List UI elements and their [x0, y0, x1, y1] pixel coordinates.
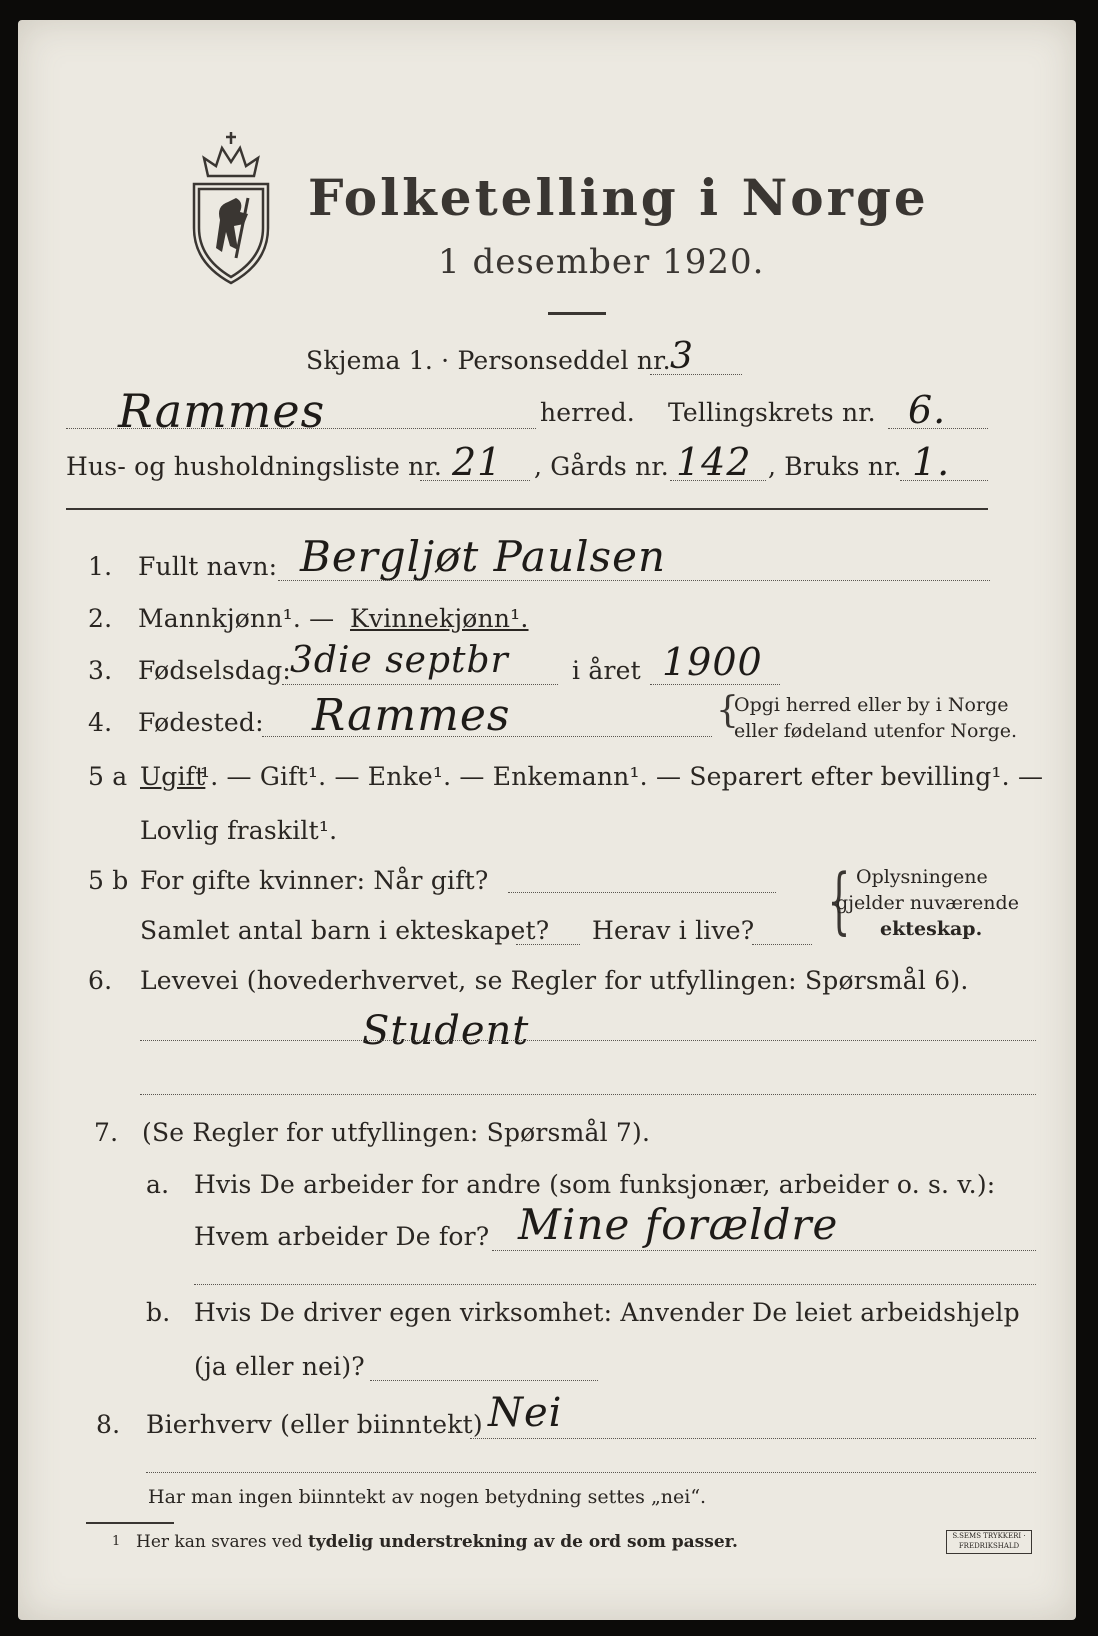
q2-number: 2.: [88, 604, 113, 633]
q4-number: 4.: [88, 708, 113, 737]
q7a-letter: a.: [146, 1170, 170, 1199]
birthday-line: [282, 684, 558, 685]
q6-number: 6.: [88, 966, 113, 995]
bruks-label: , Bruks nr.: [768, 452, 902, 481]
q5a-line2: Lovlig fraskilt¹.: [140, 816, 338, 845]
tellingskrets-label: Tellingskrets nr.: [668, 398, 876, 427]
q5b-brace: {: [827, 858, 851, 942]
q5b-number: 5 b: [88, 866, 129, 895]
q5b-note-1: Oplysningene: [856, 866, 988, 888]
footnote-text-b: tydelig understrekning av de ord som passer.: [307, 1532, 738, 1552]
q7-label: (Se Regler for utfyllingen: Spørsmål 7).: [142, 1118, 651, 1147]
personseddel-line: [650, 374, 742, 375]
q3-number: 3.: [88, 656, 113, 685]
employer-value: Mine forældre: [518, 1200, 839, 1249]
hired-help-line: [370, 1380, 598, 1381]
q5b-note-2: gjelder nuværende: [836, 892, 1019, 914]
schema-label: Skjema 1. · Personseddel nr.: [306, 346, 671, 375]
herred-label: herred.: [540, 398, 635, 427]
q7-number: 7.: [94, 1118, 119, 1147]
header-rule: [66, 508, 988, 510]
footnote-marker: 1: [112, 1534, 121, 1549]
birthday-value: 3die septbr: [290, 640, 509, 681]
q8-label: Bierhverv (eller biinntekt): [146, 1410, 483, 1439]
q8-number: 8.: [96, 1410, 121, 1439]
q7a-employer-label: Hvem arbeider De for?: [194, 1222, 490, 1251]
form-title: Folketelling i Norge: [308, 168, 929, 227]
alive-line: [752, 944, 812, 945]
q1-label: Fullt navn:: [138, 552, 278, 581]
bruks-number: 1.: [912, 440, 951, 484]
q2-female: Kvinnekjønn¹.: [350, 604, 529, 633]
gards-label: , Gårds nr.: [534, 452, 669, 481]
gards-number: 142: [676, 440, 752, 484]
side-income-line: [470, 1438, 1036, 1439]
q5a-options: ¹. — Gift¹. — Enke¹. — Enkemann¹. — Separert efter bevilling¹. —: [200, 762, 1044, 791]
husliste-label: Hus- og husholdningsliste nr.: [66, 452, 443, 481]
tellingskrets-number: 6.: [908, 388, 947, 432]
q3-year-label: i året: [572, 656, 641, 685]
q1-number: 1.: [88, 552, 113, 581]
married-when-line: [508, 892, 776, 893]
children-line: [516, 944, 580, 945]
footnote-text: [136, 1532, 738, 1552]
q5b-note-3: ekteskap.: [880, 918, 983, 940]
employer-line: [492, 1250, 1036, 1251]
q5a-number: 5 a: [88, 762, 128, 791]
birthyear-line: [650, 684, 780, 685]
personseddel-number: 3: [670, 336, 694, 377]
occupation-value: Student: [362, 1008, 530, 1054]
q4-note-1: Opgi herred eller by i Norge: [734, 694, 1009, 716]
footnote-text-a: Her kan svares ved: [136, 1532, 308, 1552]
q3-label: Fødselsdag:: [138, 656, 292, 685]
employer-line-2: [194, 1284, 1036, 1285]
printer-stamp: S.SEMS TRYKKERI · FREDRIKSHALD: [946, 1530, 1032, 1554]
q4-note-2: eller fødeland utenfor Norge.: [734, 720, 1018, 742]
q7b-label: Hvis De driver egen virksomhet: Anvender De leiet arbeidshjelp: [194, 1298, 1020, 1327]
birthplace-value: Rammes: [312, 690, 511, 741]
q7a-label: Hvis De arbeider for andre (som funksjonær, arbeider o. s. v.):: [194, 1170, 996, 1199]
full-name-value: Bergljøt Paulsen: [300, 532, 667, 581]
q7b-line2: (ja eller nei)?: [194, 1352, 365, 1381]
form-date: 1 desember 1920.: [438, 242, 765, 282]
occupation-line-2: [140, 1094, 1036, 1095]
husliste-number: 21: [452, 440, 503, 484]
coat-of-arms-icon: [186, 128, 276, 288]
footer-note: Har man ingen biinntekt av nogen betydning settes „nei“.: [148, 1486, 707, 1508]
footnote-rule: [86, 1522, 174, 1524]
q7b-letter: b.: [146, 1298, 171, 1327]
q5a-ugift: Ugift: [140, 762, 206, 791]
q4-label: Fødested:: [138, 708, 264, 737]
q5b-children: Samlet antal barn i ekteskapet?: [140, 916, 550, 945]
q5b-alive: Herav i live?: [592, 916, 755, 945]
side-income-value: Nei: [488, 1390, 563, 1436]
q6-label: Levevei (hovederhvervet, se Regler for utfyllingen: Spørsmål 6).: [140, 966, 969, 995]
side-income-line-2: [146, 1472, 1036, 1473]
q4-brace: {: [716, 690, 739, 731]
title-divider: [548, 312, 606, 315]
q5b-label: For gifte kvinner: Når gift?: [140, 866, 489, 895]
q2-male: Mannkjønn¹. —: [138, 604, 335, 633]
birthyear-value: 1900: [662, 640, 763, 684]
occupation-line-1: [140, 1040, 1036, 1041]
herred-name: Rammes: [118, 384, 326, 438]
